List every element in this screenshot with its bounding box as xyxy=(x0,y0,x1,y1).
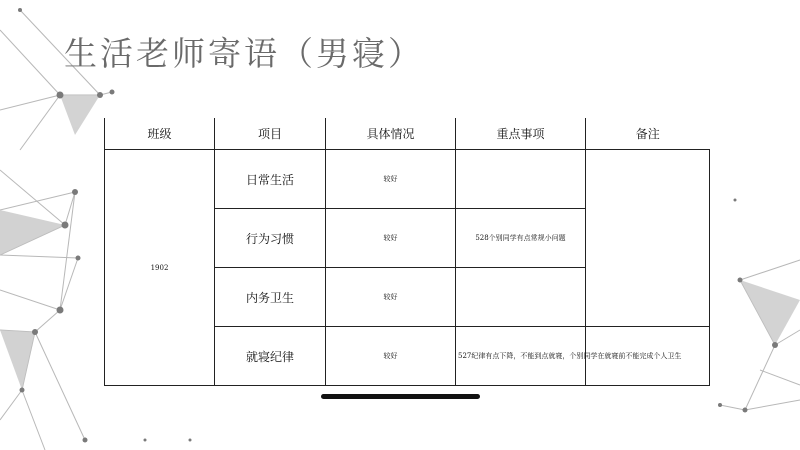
key-points-cell xyxy=(456,268,586,327)
report-table xyxy=(104,118,710,386)
class-cell: 1902 xyxy=(105,150,215,386)
status-cell: 较好 xyxy=(326,327,456,386)
header-remarks: 备注 xyxy=(586,118,710,150)
item-cell: 就寝纪律 xyxy=(215,327,326,386)
key-points-text: 527纪律有点下降，不能到点就寝，个别同学在就寝前不能完成个人卫生 xyxy=(458,352,682,360)
status-cell: 较好 xyxy=(326,209,456,268)
key-points-cell xyxy=(456,327,682,386)
key-points-cell: 528个别同学有点常规小问题 xyxy=(456,209,586,268)
header-key-points: 重点事项 xyxy=(456,118,586,150)
page-title: 生活老师寄语（男寝） xyxy=(64,34,424,73)
header-item: 项目 xyxy=(215,118,326,150)
header-status: 具体情况 xyxy=(326,118,456,150)
status-cell: 较好 xyxy=(326,268,456,327)
table-header-row xyxy=(105,118,710,150)
table-row xyxy=(105,150,710,209)
item-cell: 内务卫生 xyxy=(215,268,326,327)
home-indicator-bar[interactable] xyxy=(321,394,480,399)
remarks-cell xyxy=(586,150,710,327)
key-points-cell xyxy=(456,150,586,209)
header-class: 班级 xyxy=(105,118,215,150)
status-cell: 较好 xyxy=(326,150,456,209)
item-cell: 行为习惯 xyxy=(215,209,326,268)
item-cell: 日常生活 xyxy=(215,150,326,209)
